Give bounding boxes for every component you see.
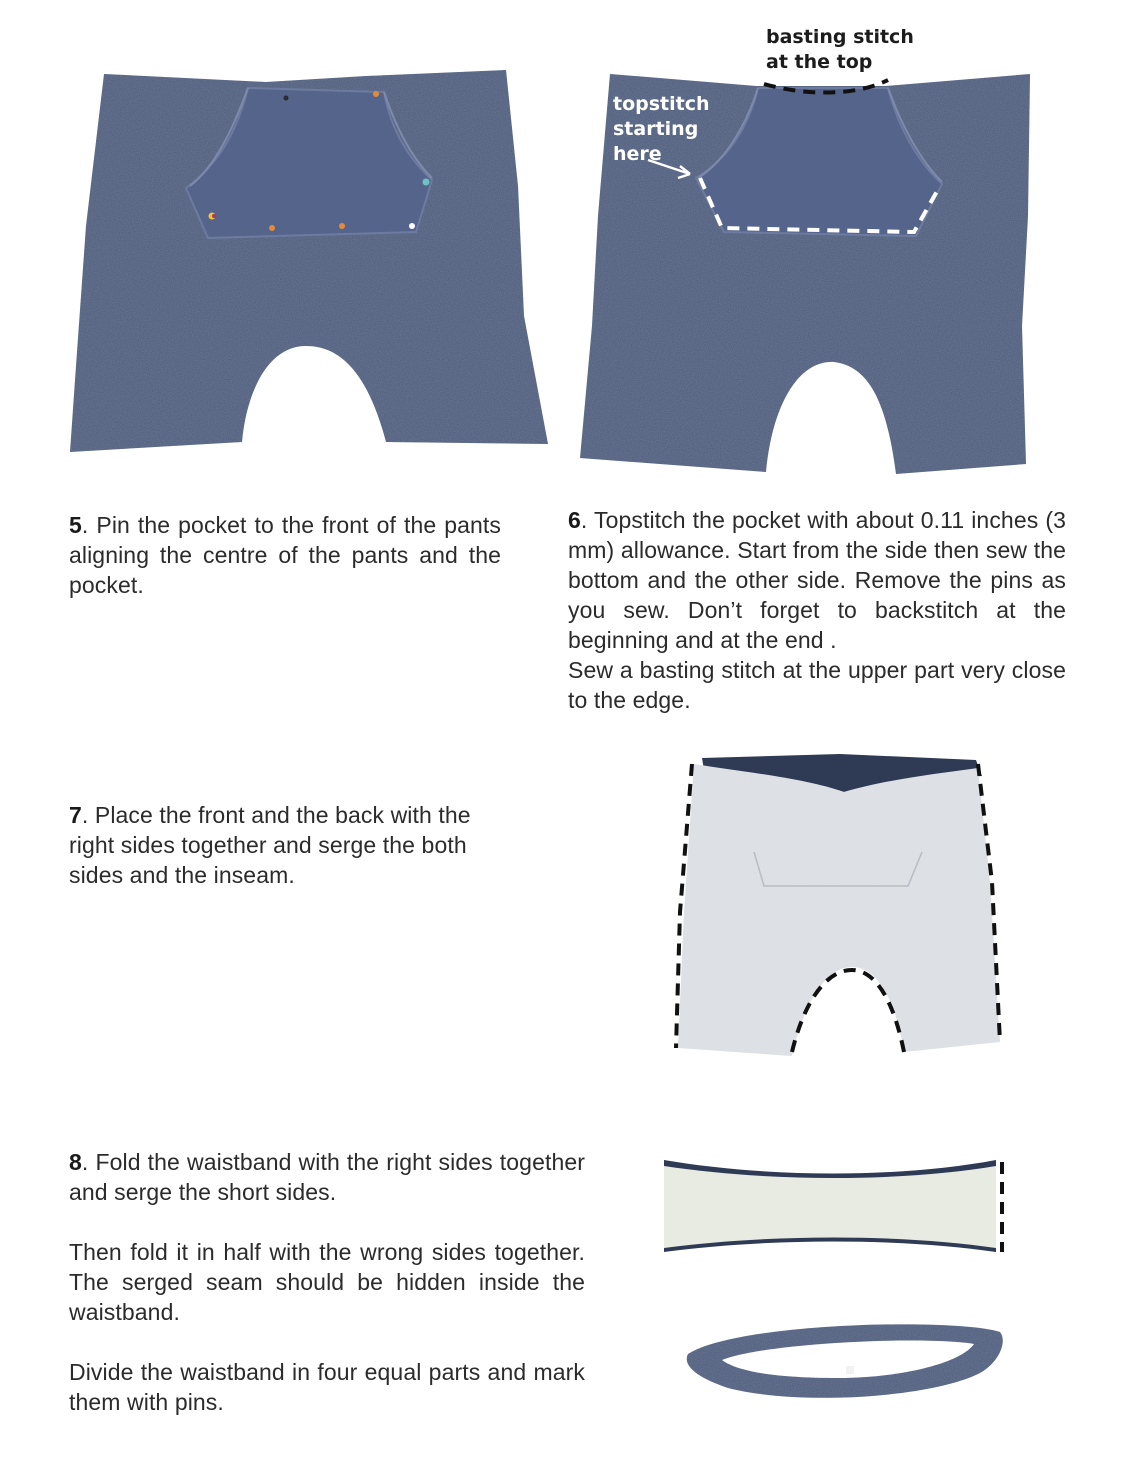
pin-head (284, 96, 289, 101)
annotation-topstitch-start (613, 92, 710, 167)
figure-7-pants-serged (664, 752, 1008, 1062)
step-paragraph (69, 1357, 585, 1417)
figure-5-pants-pinned-pocket (66, 66, 552, 462)
annotation-line: starting (613, 118, 699, 140)
step-number: 6 (568, 507, 581, 533)
step-paragraph: 6. Topstitch the pocket with about 0.11 inches (3 mm) allowance. Start from the side then sew the bottom and the other side. Remove the pins as you sew. Don’t forget to backstitch at the beginning and at the end . (568, 507, 1066, 653)
pin-head (423, 179, 430, 186)
annotation-line: basting stitch (766, 26, 914, 48)
step-text: Then fold it in half with the wrong sides together. The serged seam should be hidden inside the waistband. (69, 1239, 585, 1325)
step-text: Sew a basting stitch at the upper part very close to the edge. (568, 657, 1066, 713)
step-5-text (69, 510, 501, 600)
step-text: Fold the waistband with the right sides together and serge the short sides. (69, 1149, 585, 1205)
step-text: Place the front and the back with the right sides together and serge the both sides and the inseam. (69, 802, 471, 888)
annotation-line: here (613, 143, 662, 165)
step-paragraph (568, 655, 1066, 715)
step-text: Pin the pocket to the front of the pants aligning the centre of the pants and the pocket. (69, 512, 502, 598)
step-number: 5 (69, 512, 82, 538)
step-text: Divide the waistband in four equal parts and mark them with pins. (69, 1359, 585, 1415)
waistband-strip (664, 1166, 996, 1248)
pin-head (269, 225, 275, 231)
step-6-text (568, 505, 1066, 715)
step-paragraph (69, 1237, 585, 1327)
step-paragraph: 5. Pin the pocket to the front of the pants aligning the centre of the pants and the pocket. (69, 512, 502, 598)
pin-head (373, 91, 379, 97)
step-number: 7 (69, 802, 82, 828)
figure-8-waistband-serged (660, 1156, 1010, 1258)
step-paragraph: 8. Fold the waistband with the right sides together and serge the short sides. (69, 1149, 585, 1205)
step-number: 8 (69, 1149, 82, 1175)
figure-8-waistband-loop (678, 1318, 1008, 1406)
annotation-line: topstitch (613, 93, 710, 115)
pin-head (339, 223, 345, 229)
step-7-text (69, 800, 509, 890)
step-8-text (69, 1147, 585, 1417)
step-paragraph: 7. Place the front and the back with the right sides together and serge the both sides and the inseam. (69, 802, 471, 888)
annotation-line: at the top (766, 51, 873, 73)
step-text: Topstitch the pocket with about 0.11 inches (3 mm) allowance. Start from the side then sew the bottom and the other side. Remove the pins as you sew. Don’t forget to backstitch at the beginning and at the end . (568, 507, 1066, 653)
pants-inside-piece (678, 764, 1000, 1056)
pin-head (409, 223, 415, 229)
annotation-basting-stitch (766, 25, 914, 75)
pin-head (212, 214, 216, 218)
